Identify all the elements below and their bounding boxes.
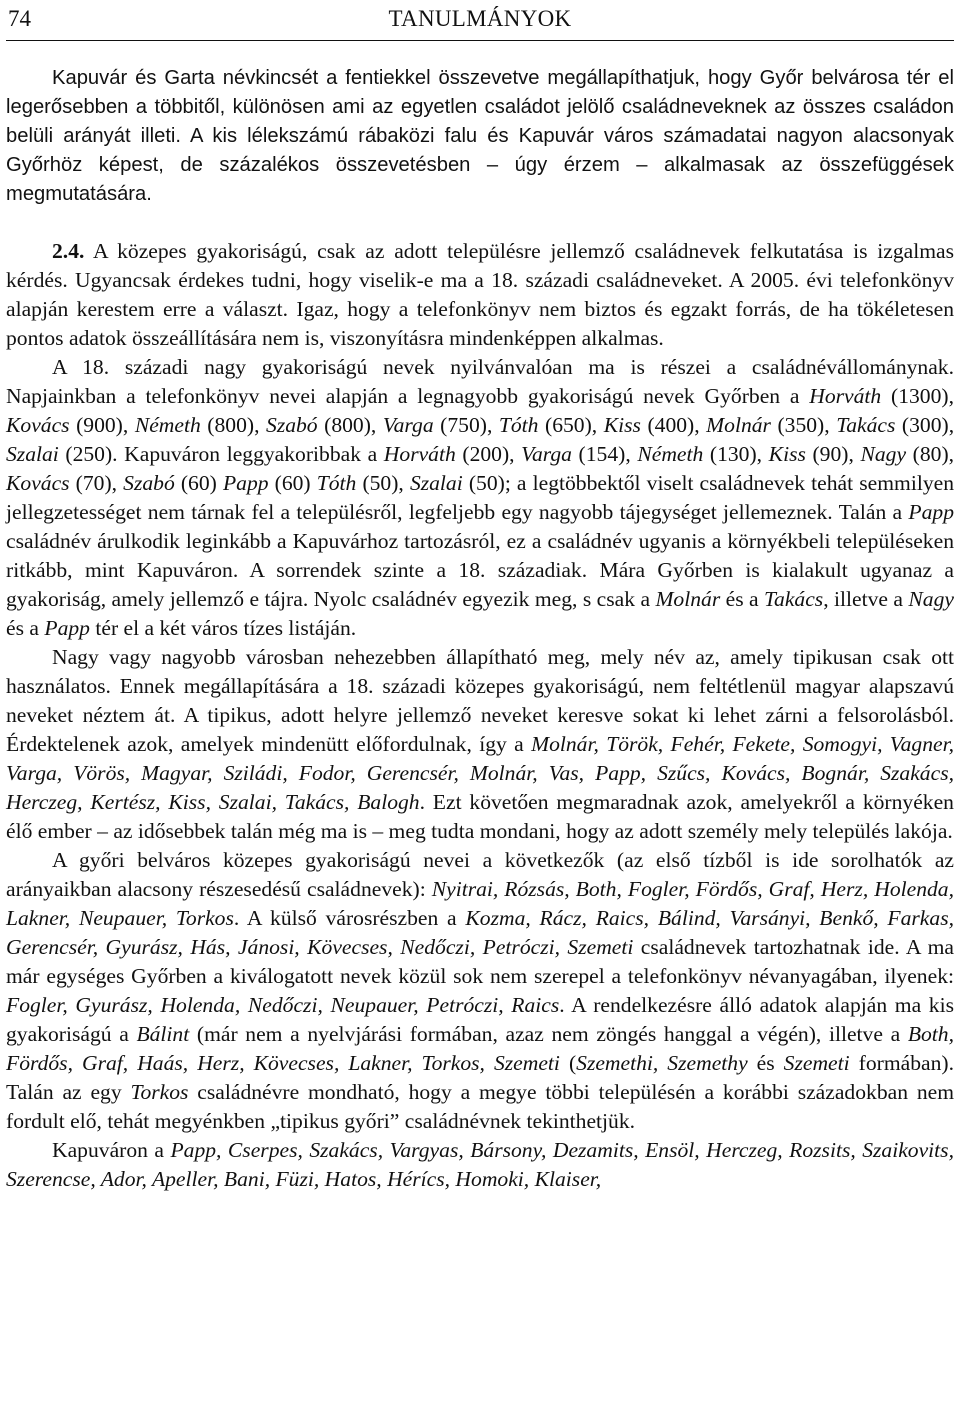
text-run: A győri belváros közepes gyakoriságú nevei a következők (az első tízből is ide sorolhatók az arányaikban alacsony részesedésű családnevek): (6, 848, 954, 901)
italic-name-run: Szalai (6, 442, 59, 466)
italic-name-run: Kozma, Rácz, Raics, Bálind, Varsányi, Benkő, Farkas, Gerencsér, Gyurász, Hás, Jánosi, Kövecses, Nedőczi, Petróczi, Szemeti (6, 906, 954, 959)
text-run: (50), (356, 471, 410, 495)
italic-name-run: Németh (134, 413, 201, 437)
paragraph-kapuvar-names (6, 1136, 954, 1194)
italic-name-run: Horváth (383, 442, 456, 466)
italic-name-run: Papp (908, 500, 954, 524)
italic-name-run: Szalai (409, 471, 463, 495)
text-run: családnév árulkodik leginkább a Kapuvárhoz tartozásról, ez a családnév ugyanis a környékbeli településeken ritkább, mint Kapuváron. A sorrendek szinte a 18. századiak. Mára Győrben is kialakult ugyanaz a gyakoriság, amely jellemző e tájra. Nyolc családnév egyezik meg, s csak a (6, 529, 954, 611)
italic-name-run: Németh (637, 442, 704, 466)
italic-name-run: Szemeti (783, 1051, 850, 1075)
running-header (6, 0, 954, 41)
text-run: (400), (640, 413, 707, 437)
italic-name-run: Szemethi, Szemethy (576, 1051, 748, 1075)
text-run: (300), (895, 413, 955, 437)
text-run: Kapuváron a (52, 1138, 171, 1162)
italic-name-run: Nagy (908, 587, 954, 611)
text-run: (60) (174, 471, 223, 495)
italic-name-run: Kiss (768, 442, 806, 466)
text-run: és a (6, 616, 45, 640)
text-run: (1300), (881, 384, 954, 408)
italic-name-run: Kovács (6, 413, 70, 437)
text-run: (60) (268, 471, 317, 495)
italic-name-run: Molnár (655, 587, 721, 611)
text-run: Nagy vagy nagyobb városban nehezebben állapítható meg, mely név az, amely tipikusan csak ott használatos. Ennek megállapítására a 18. századi közepes gyakoriságú, nem feltétlenül magyar alapszavú neveket néztem át. A tipikus, adott helyre jellemző neveket keresve sokat ki lehet zárni a felsorolásból. Érdektelenek azok, amelyek mindenütt előfordulnak, így a (6, 645, 954, 756)
text-run: (70), (69, 471, 124, 495)
text-run: (50); a legtöbbektől viselt családnevek tehát semmilyen jellegzetességet nem tárnak fel a településről, legfeljebb egy nagyobb tájegységet jellemeznek. Talán a (6, 471, 954, 524)
text-run: , illetve a (823, 587, 909, 611)
paragraph-frequency (6, 353, 954, 643)
text-run: (már nem a nyelvjárási formában, azaz nem zöngés hanggal a végén), illetve a (189, 1022, 908, 1046)
italic-name-run: Tóth (498, 413, 539, 437)
text-run: formában). Talán az egy (6, 1051, 954, 1104)
body-text (6, 64, 954, 1194)
italic-name-run: Varga (521, 442, 572, 466)
italic-name-run: Papp, Cserpes, Szakács, Vargyas, Bársony, Dezamits, Ensöl, Herczeg, Rozsits, Szaikovits, Szerencse, Ador, Apeller, Bani, Füzi, Hatos, Héríсs, Homoki, Klaiser, (6, 1138, 954, 1191)
italic-name-run: Torkos (130, 1080, 189, 1104)
section-2-4-paragraph (6, 237, 954, 353)
text-run: (650), (538, 413, 604, 437)
italic-name-run: Papp (222, 471, 269, 495)
italic-name-run: Nagy (860, 442, 907, 466)
italic-name-run: Molnár (706, 413, 771, 437)
italic-name-run: Takács (764, 587, 824, 611)
italic-name-run: Szabó (266, 413, 318, 437)
italic-name-run: Takács (836, 413, 896, 437)
text-run: és (747, 1051, 784, 1075)
italic-name-run: Kovács (6, 471, 70, 495)
paragraph-gyor-names (6, 846, 954, 1136)
text-run: (800), (200, 413, 267, 437)
italic-name-run: Fogler, Gyurász, Holenda, Nedőczi, Neupauer, Petróczi, Raics (6, 993, 560, 1017)
text-run: . Ezt követően megmaradnak azok, amelyekről a környéken élő ember – az idősebbek talán még ma is – meg tudta mondani, hogy az adott személy mely település lakója. (6, 790, 954, 843)
italic-name-run: Both, Fördős, Graf, Haás, Herz, Kövecses, Lakner, Torkos, Szemeti (6, 1022, 954, 1075)
text-run: (80), (906, 442, 955, 466)
italic-name-run: Varga (382, 413, 434, 437)
text-run: . A rendelkezésre álló adatok alapján ma kis gyakoriságú a (6, 993, 954, 1046)
text-run: A 18. századi nagy gyakoriságú nevek nyilvánvalóan ma is részei a családnévállománynak. Napjainkban a telefonkönyv nevei alapján a legnagyobb gyakoriságú nevek Győrben a (6, 355, 954, 408)
section-number: 2.4. (52, 239, 85, 263)
text-run: tér el a két város tízes listáján. (89, 616, 357, 640)
text-run: (200), (455, 442, 522, 466)
italic-name-run: Horváth (809, 384, 882, 408)
italic-name-run: Bálint (136, 1022, 190, 1046)
paragraph-typical-names (6, 643, 954, 846)
italic-name-run: Molnár, Török, Fehér, Fekete, Somogyi, Vagner, Varga, Vörös, Magyar, Sziládi, Fodor, Gerencsér, Molnár, Vas, Papp, Szűcs, Kovács, Bognár, Szakács, Herczeg, Kertész, Kiss, Szalai, Takács, Balogh (6, 732, 954, 814)
italic-name-run: Szabó (123, 471, 175, 495)
text-run: családnevek tartozhatnak ide. A ma már egységes Győrben a kiválogatott nevek közül sok nem szerepel a telefonkönyv névanyagában, ilyenek: (6, 935, 955, 988)
paragraph-intro: Kapuvár és Garta névkincsét a fentiekkel összevetve megállapíthatjuk, hogy Győr belvárosa tér el legerősebben a többitől, különösen ami az egyetlen családot jelölő családneveknek az összes családon belüli arányát illeti. A kis lélekszámú rábaközi falu és Kapuvár város számadatai nagyon alacsonyak Győrhöz képest, de százalékos összevetésben – úgy érzem – alkalmasak az összefüggések megmutatására. (6, 67, 954, 205)
text-run: (250). Kapuváron leggyakoribbak a (58, 442, 384, 466)
text-run: (130), (703, 442, 769, 466)
running-title: TANULMÁNYOK (388, 6, 572, 31)
text-run: és a (720, 587, 765, 611)
italic-name-run: Tóth (316, 471, 357, 495)
text-run: (350), (770, 413, 837, 437)
section-text: A közepes gyakoriságú, csak az adott településre jellemző családnevek felkutatása is izgalmas kérdés. Ugyancsak érdekes tudni, hogy viselik-e ma a 18. századi családneveket. A 2005. évi telefonkönyv alapján kerestem erre a választ. Igaz, hogy a telefonkönyv nem biztos és egzakt forrás, de ha tökéletesen pontos adatok összeállítására nem is, viszonyításra mindenképpen alkalmas. (6, 239, 954, 350)
text-run: (90), (805, 442, 861, 466)
text-run: (750), (433, 413, 499, 437)
italic-name-run: Kiss (603, 413, 641, 437)
text-run: . A külső városrészben a (233, 906, 466, 930)
italic-name-run: Papp (44, 616, 90, 640)
italic-name-run: Nyitrai, Rózsás, Both, Fogler, Fördős, Graf, Herz, Holenda, Lakner, Neupauer, Torkos (6, 877, 954, 930)
text-run: (800), (317, 413, 383, 437)
text-run: ( (559, 1051, 577, 1075)
page-number: 74 (8, 6, 31, 31)
text-run: (900), (69, 413, 135, 437)
text-run: családnévre mondható, hogy a megye többi településén a korábbi századokban nem fordult elő, tehát megyénkben „tipikus győri” családnévnek tekinthetjük. (6, 1080, 954, 1133)
text-run: (154), (571, 442, 638, 466)
